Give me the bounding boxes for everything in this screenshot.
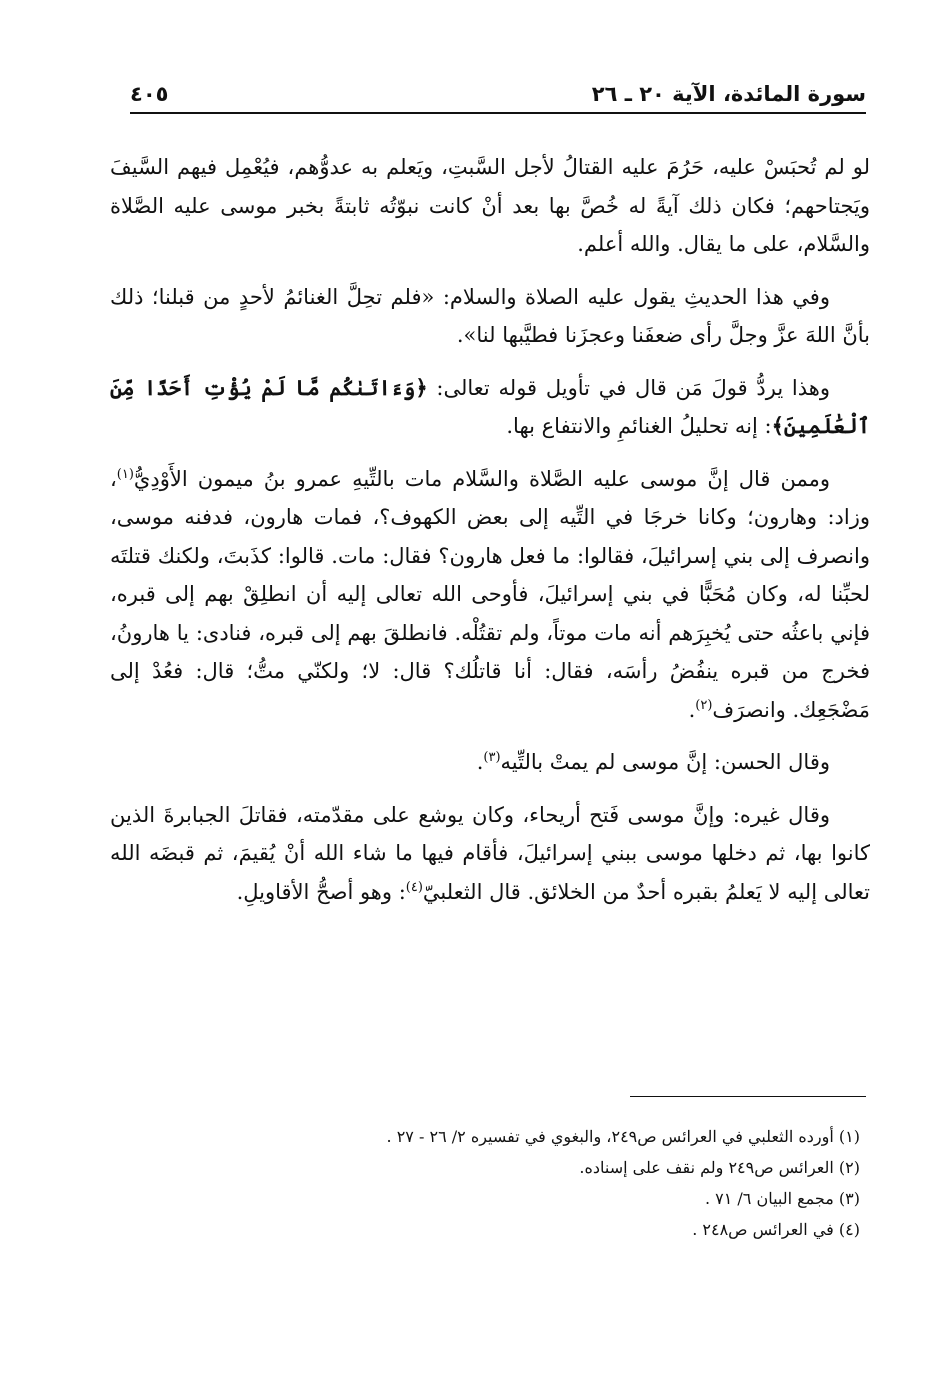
footnote-ref-3: (٣) xyxy=(483,750,501,765)
paragraph-2 xyxy=(110,278,870,355)
paragraph-6-before: وقال غيره: وإنَّ موسى فَتح أريحاء، وكان يوشع على مقدّمته، فقاتلَ الجبابرةَ الذين كانوا بها، ثم دخلها موسى ببني إسرائيلَ، فأقام فيها ما شاء الله أنْ يُقيمَ، ثم قبضَه الله تعالى إليه لا يَعلمُ بقبره أحدٌ من الخلائق. قال الثعلبيّ xyxy=(110,802,870,904)
page-number: ٤٠٥ xyxy=(130,82,169,106)
paragraph-4 xyxy=(110,460,870,730)
main-text xyxy=(110,148,870,925)
footnote-ref-4: (٤) xyxy=(405,879,423,895)
paragraph-5-after: . xyxy=(476,750,484,774)
footnote-ref-1: (١) xyxy=(116,466,134,482)
paragraph-5 xyxy=(110,743,870,782)
footnote-divider xyxy=(630,1096,866,1097)
running-title: سورة المائدة، الآية ٢٠ ـ ٢٦ xyxy=(591,82,866,106)
header-divider xyxy=(130,112,866,114)
paragraph-6 xyxy=(110,796,870,912)
paragraph-4-before: وممن قال إنَّ موسى عليه الصَّلاة والسَّلام مات بالتِّيهِ عمرو بنُ ميمون الأَوْدِيُّ xyxy=(133,466,830,491)
paragraph-4-middle: ، وزاد: وهارون؛ وكانا خرجَا في التِّيه إلى بعض الكهوف؟، فمات هارون، فدفنه موسى، وانصرف إلى بني إسرائيلَ، فقالوا: ما فعل هارون؟ فقال: مات. قالوا: كذَبتَ، ولكنك قتلتَه لحبِّنا له، وكان مُحَبًّا في بني إسرائيلَ، فأوحى الله تعالى إليه أن انطلِقْ بهم إلى قبره، فإني باعثُه حتى يُخبِرَهم أنه مات موتاً، ولم تقتُلْه. فانطلقَ بهم إلى قبره، فنادى: يا هارونُ، فخرج من قبره ينفُضُ رأسَه، فقال: أنا قاتلُك؟ قال: لا؛ ولكنّي متُّ؛ قال: فعُدْ إلى مَضْجَعِك. وانصرَف xyxy=(110,466,871,722)
paragraph-6-after: : وهو أصحُّ الأقاويلِ. xyxy=(236,879,406,904)
footnote-2: (٢) العرائس ص٢٤٩ ولم نقف على إسناده. xyxy=(579,1158,860,1177)
quran-verse: ﴿وَءَاتَىٰكُم مَّا لَمْ يُؤْتِ أَحَدًا مِّنَ ٱلْعَٰلَمِينَ﴾ xyxy=(110,374,870,438)
paragraph-3-before: وهذا يردُّ قولَ مَن قال في تأويل قوله تعالى: xyxy=(427,375,830,400)
paragraph-3-after: : إنه تحليلُ الغنائمِ والانتفاع بها. xyxy=(506,414,772,438)
footnote-3: (٣) مجمع البيان ٦/ ٧١ . xyxy=(704,1189,860,1208)
paragraph-4-after: . xyxy=(688,697,696,722)
paragraph-5-before: وقال الحسن: إنَّ موسى لم يمتْ بالتِّيه xyxy=(500,750,830,774)
paragraph-3 xyxy=(110,369,870,446)
paragraph-2-text: وفي هذا الحديثِ يقول عليه الصلاة والسلام: «فلم تحِلَّ الغنائمُ لأحدٍ من قبلنا؛ ذلك بأنَّ اللهَ عزَّ وجلَّ رأى ضعفَنا وعجزَنا فطيَّبها لنا». xyxy=(110,284,870,347)
footnotes xyxy=(300,1122,860,1246)
paragraph-1 xyxy=(110,148,870,264)
paragraph-1-text: لو لم تُحبَسْ عليه، حَرُمَ عليه القتالُ لأجل السَّبتِ، ويَعلم به عدوُّهم، فيُعْمِل فيهم السَّيفَ ويَجتاحهم؛ فكان ذلك آيةً له خُصَّ بها بعد أنْ كانت نبوّتُه ثابتةً بخبر موسى عليه الصَّلاة والسَّلام، على ما يقال. والله أعلم. xyxy=(110,155,870,256)
footnote-4: (٤) في العرائس ص٢٤٨ . xyxy=(692,1220,860,1239)
footnote-ref-2: (٢) xyxy=(695,697,713,713)
page-header xyxy=(130,66,866,106)
footnote-1: (١) أورده الثعلبي في العرائس ص٢٤٩، والبغوي في تفسيره ٢/ ٢٦ - ٢٧ . xyxy=(386,1127,860,1146)
